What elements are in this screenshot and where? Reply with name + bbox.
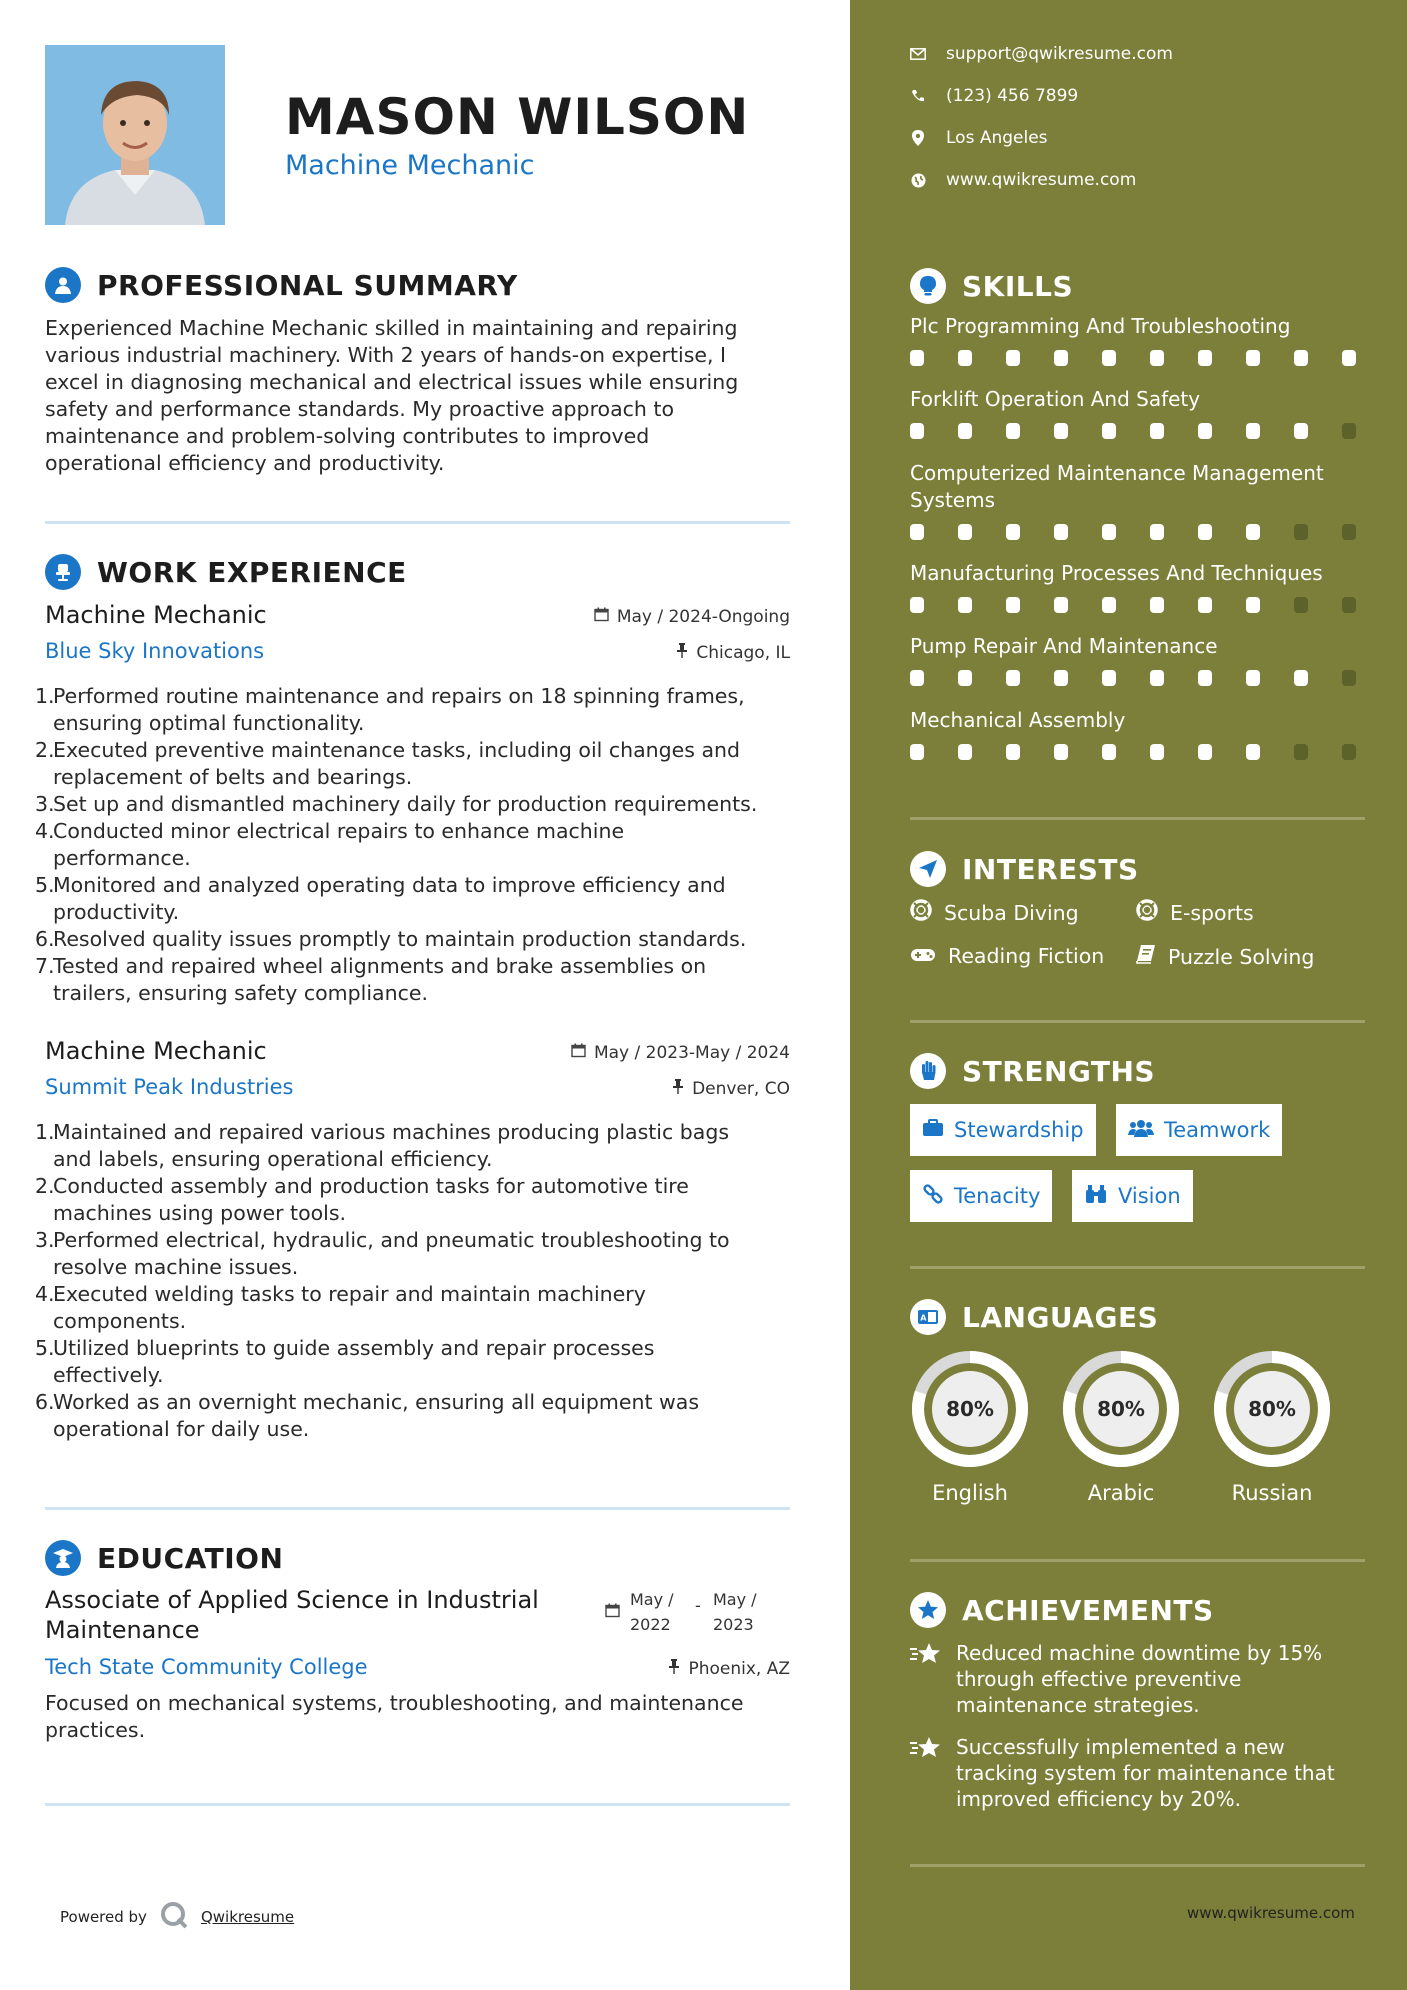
skill-dot: [1150, 350, 1164, 366]
skills-heading: SKILLS: [962, 269, 1074, 303]
skill-rating: [910, 524, 1356, 540]
interest-item: Reading Fiction: [910, 944, 1104, 968]
skills-section: [910, 266, 1365, 766]
skill-dot: [1246, 744, 1260, 760]
experience-heading: WORK EXPERIENCE: [97, 555, 407, 589]
section-divider: [910, 817, 1365, 820]
list-item: 2. Executed preventive maintenance tasks, including oil changes and replacement of belts and bearings.: [35, 738, 741, 789]
skill-rating: [910, 744, 1356, 760]
list-item: 4. Conducted minor electrical repairs to enhance machine performance.: [35, 819, 625, 870]
skill-dot: [1198, 670, 1212, 686]
skill-dot: [1006, 744, 1020, 760]
summary-text: Experienced Machine Mechanic skilled in maintaining and repairing various industrial machinery. With 2 years of hands-on expertise, I excel in diagnosing mechanical and electrical issues while ensuring safety and performance standards. My proactive approach to maintenance and problem-solving contributes to improved operational efficiency and productivity.: [45, 316, 739, 475]
link-icon: [922, 1183, 944, 1210]
skill-dot: [958, 524, 972, 540]
skill-dot: [1294, 670, 1308, 686]
calendar-icon: [594, 607, 609, 627]
skill-dot: [1054, 670, 1068, 686]
skill-dot: [1342, 670, 1356, 686]
skill-dot: [1102, 670, 1116, 686]
education-heading: EDUCATION: [97, 1541, 284, 1575]
contact-email[interactable]: support@qwikresume.com: [910, 44, 1173, 64]
strengths-heading: STRENGTHS: [962, 1054, 1156, 1088]
skill-dot: [1006, 350, 1020, 366]
section-divider: [45, 1507, 790, 1510]
skill-dot: [1342, 597, 1356, 613]
gamepad-icon: [910, 944, 936, 968]
skill-dot: [1150, 423, 1164, 439]
strength-tag: Stewardship: [910, 1104, 1096, 1156]
skill-dot: [910, 597, 924, 613]
list-item: 5. Utilized blueprints to guide assembly and repair processes effectively.: [35, 1336, 655, 1387]
phone-icon: [910, 89, 926, 103]
skill-dot: [1342, 423, 1356, 439]
school-location: Phoenix, AZ: [668, 1659, 790, 1679]
skill-dot: [1006, 524, 1020, 540]
lightbulb-icon: [910, 268, 946, 304]
skill-dot: [1102, 597, 1116, 613]
section-divider: [910, 1020, 1365, 1023]
job-location: Chicago, IL: [676, 643, 790, 663]
language-ring: [1061, 1349, 1181, 1469]
language-percent: 80%: [946, 1397, 994, 1421]
envelope-icon: [910, 48, 926, 60]
section-divider: [910, 1266, 1365, 1269]
skill-dot: [1198, 744, 1212, 760]
section-divider: [45, 521, 790, 524]
job-entry: [35, 1037, 790, 1447]
paper-plane-icon: [910, 851, 946, 887]
pin-icon: [668, 1659, 680, 1679]
summary-section: [45, 265, 790, 477]
skill-rating: [910, 670, 1356, 686]
sidebar: [850, 0, 1407, 1990]
interests-section: [910, 849, 1365, 979]
job-date: May / 2024-Ongoing: [594, 607, 790, 627]
interest-item: Puzzle Solving: [1136, 944, 1314, 969]
list-item: 6. Worked as an overnight mechanic, ensuring all equipment was operational for daily use.: [35, 1390, 700, 1441]
skill-item: [910, 313, 1365, 366]
calendar-icon: [605, 1587, 620, 1625]
degree: Associate of Applied Science in Industrial Maintenance: [45, 1586, 539, 1644]
education-description: Focused on mechanical systems, troubleshooting, and maintenance practices.: [45, 1691, 744, 1742]
language-ring: [910, 1349, 1030, 1469]
skill-dot: [958, 670, 972, 686]
skill-dot: [1054, 744, 1068, 760]
list-item: 3. Set up and dismantled machinery daily for production requirements.: [35, 792, 758, 816]
skill-dot: [1246, 524, 1260, 540]
skill-dot: [910, 423, 924, 439]
skill-name: Mechanical Assembly: [910, 708, 1126, 732]
skill-dot: [910, 744, 924, 760]
language-percent: 80%: [1097, 1397, 1145, 1421]
achievements-section: [910, 1590, 1365, 1850]
skill-dot: [1294, 423, 1308, 439]
job-location: Denver, CO: [672, 1079, 790, 1099]
skill-dot: [1246, 350, 1260, 366]
star-icon: [910, 1734, 956, 1812]
strengths-section: [910, 1051, 1365, 1231]
star-icon: [910, 1640, 956, 1718]
svg-text:A: A: [920, 1313, 927, 1323]
skill-dot: [958, 423, 972, 439]
job-role: Machine Mechanic: [45, 601, 267, 629]
list-item: 1. Maintained and repaired various machines producing plastic bags and labels, ensuring operational efficiency.: [35, 1120, 730, 1171]
languages-section: [910, 1297, 1365, 1517]
skill-item: [910, 386, 1365, 439]
education-dates: May / 2022 - May / 2023: [605, 1587, 768, 1637]
skill-name: Plc Programming And Troubleshooting: [910, 314, 1291, 338]
candidate-title: Machine Mechanic: [285, 150, 535, 181]
languages-heading: LANGUAGES: [962, 1300, 1159, 1334]
pin-icon: [676, 643, 688, 663]
skill-dot: [1150, 524, 1164, 540]
skill-rating: [910, 423, 1356, 439]
skill-dot: [1150, 744, 1164, 760]
skill-item: [910, 633, 1365, 686]
profile-photo: [45, 45, 225, 225]
skill-item: [910, 707, 1365, 760]
strength-tag: Teamwork: [1116, 1104, 1282, 1156]
skill-dot: [1102, 744, 1116, 760]
qwikresume-logo-icon: [159, 1900, 189, 1934]
skill-dot: [1246, 423, 1260, 439]
translate-icon: [910, 1299, 946, 1335]
language-percent: 80%: [1248, 1397, 1296, 1421]
calendar-icon: [571, 1043, 586, 1063]
skill-dot: [1102, 423, 1116, 439]
skill-rating: [910, 350, 1356, 366]
skill-dot: [1102, 524, 1116, 540]
footer-website[interactable]: www.qwikresume.com: [1187, 1904, 1355, 1922]
lifebuoy-icon: [910, 899, 932, 926]
language-name: English: [932, 1481, 1008, 1505]
skill-dot: [958, 597, 972, 613]
experience-section: [45, 552, 790, 592]
powered-by: Powered by Qwikresume: [60, 1900, 294, 1934]
skill-dot: [910, 524, 924, 540]
graduate-icon: [45, 1540, 81, 1576]
globe-icon: [910, 173, 926, 188]
section-divider: [910, 1559, 1365, 1562]
job-company: Blue Sky Innovations: [45, 639, 265, 663]
summary-heading: PROFESSIONAL SUMMARY: [97, 268, 518, 302]
skill-name: Manufacturing Processes And Techniques: [910, 561, 1323, 585]
section-divider: [910, 1864, 1365, 1867]
interests-heading: INTERESTS: [962, 852, 1139, 886]
user-icon: [45, 267, 81, 303]
skill-dot: [1054, 524, 1068, 540]
contact-website[interactable]: www.qwikresume.com: [910, 170, 1136, 190]
map-pin-icon: [910, 130, 926, 146]
skill-dot: [1294, 524, 1308, 540]
skill-dot: [1246, 670, 1260, 686]
skill-dot: [1246, 597, 1260, 613]
binoculars-icon: [1084, 1184, 1108, 1209]
candidate-name: MASON WILSON: [285, 88, 750, 146]
skill-dot: [1006, 597, 1020, 613]
star-badge-icon: [910, 1592, 946, 1628]
skill-name: Computerized Maintenance Management Systems: [910, 461, 1324, 512]
list-item: 2. Conducted assembly and production tasks for automotive tire machines using power tools.: [35, 1174, 689, 1225]
skill-dot: [1150, 597, 1164, 613]
skill-dot: [1342, 744, 1356, 760]
job-duties: [35, 1119, 795, 1443]
list-item: 7. Tested and repaired wheel alignments and brake assemblies on trailers, ensuring safety compliance.: [35, 954, 707, 1005]
list-item: 6. Resolved quality issues promptly to maintain production standards.: [35, 927, 747, 951]
job-duties: [35, 683, 795, 1007]
book-icon: [1136, 944, 1156, 969]
strength-tag: Tenacity: [910, 1170, 1052, 1222]
skill-dot: [1054, 350, 1068, 366]
hand-icon: [910, 1053, 946, 1089]
skill-dot: [1198, 597, 1212, 613]
skill-dot: [1342, 524, 1356, 540]
skill-name: Pump Repair And Maintenance: [910, 634, 1218, 658]
education-entry: [45, 1585, 790, 1745]
skill-dot: [1198, 524, 1212, 540]
skill-dot: [1294, 744, 1308, 760]
skill-dot: [1006, 670, 1020, 686]
skill-dot: [1006, 423, 1020, 439]
language-item: [910, 1349, 1030, 1505]
brand-link[interactable]: Qwikresume: [200, 1908, 295, 1926]
users-icon: [1128, 1118, 1154, 1142]
skill-dot: [1294, 597, 1308, 613]
job-entry: [35, 601, 790, 1011]
interest-item: Scuba Diving: [910, 899, 1079, 926]
pin-icon: [672, 1079, 684, 1099]
strength-tag: Vision: [1072, 1170, 1193, 1222]
skill-dot: [1198, 350, 1212, 366]
skill-dot: [1294, 350, 1308, 366]
interest-item: E-sports: [1136, 899, 1254, 926]
job-company: Summit Peak Industries: [45, 1075, 294, 1099]
skill-dot: [1102, 350, 1116, 366]
achievement-item: Reduced machine downtime by 15% through effective preventive maintenance strategies.: [910, 1640, 1365, 1718]
contact-phone[interactable]: (123) 456 7899: [910, 86, 1078, 106]
job-date: May / 2023-May / 2024: [571, 1043, 790, 1063]
skill-dot: [1054, 423, 1068, 439]
language-ring: [1212, 1349, 1332, 1469]
job-role: Machine Mechanic: [45, 1037, 267, 1065]
lifebuoy-icon: [1136, 899, 1158, 926]
language-item: [1061, 1349, 1181, 1505]
section-divider: [45, 1803, 790, 1806]
education-section: [45, 1538, 790, 1578]
achievements-heading: ACHIEVEMENTS: [962, 1593, 1214, 1627]
list-item: 1. Performed routine maintenance and repairs on 18 spinning frames, ensuring optimal functionality.: [35, 684, 745, 735]
skill-dot: [1150, 670, 1164, 686]
skill-item: [910, 560, 1365, 613]
skill-rating: [910, 597, 1356, 613]
skill-dot: [1342, 350, 1356, 366]
skill-dot: [910, 350, 924, 366]
school-name: Tech State Community College: [45, 1655, 368, 1679]
skill-name: Forklift Operation And Safety: [910, 387, 1201, 411]
language-name: Russian: [1231, 1481, 1313, 1505]
skill-dot: [958, 350, 972, 366]
skill-dot: [1054, 597, 1068, 613]
skill-dot: [910, 670, 924, 686]
briefcase-icon: [922, 1118, 944, 1142]
skill-item: [910, 460, 1365, 540]
list-item: 3. Performed electrical, hydraulic, and pneumatic troubleshooting to resolve machine issues.: [35, 1228, 730, 1279]
list-item: 5. Monitored and analyzed operating data to improve efficiency and productivity.: [35, 873, 726, 924]
skill-dot: [958, 744, 972, 760]
office-chair-icon: [45, 554, 81, 590]
language-name: Arabic: [1087, 1481, 1155, 1505]
skill-dot: [1198, 423, 1212, 439]
achievement-item: Successfully implemented a new tracking system for maintenance that improved efficiency by 20%.: [910, 1734, 1365, 1812]
language-item: [1212, 1349, 1332, 1505]
list-item: 4. Executed welding tasks to repair and maintain machinery components.: [35, 1282, 646, 1333]
contact-location: Los Angeles: [910, 128, 1048, 148]
